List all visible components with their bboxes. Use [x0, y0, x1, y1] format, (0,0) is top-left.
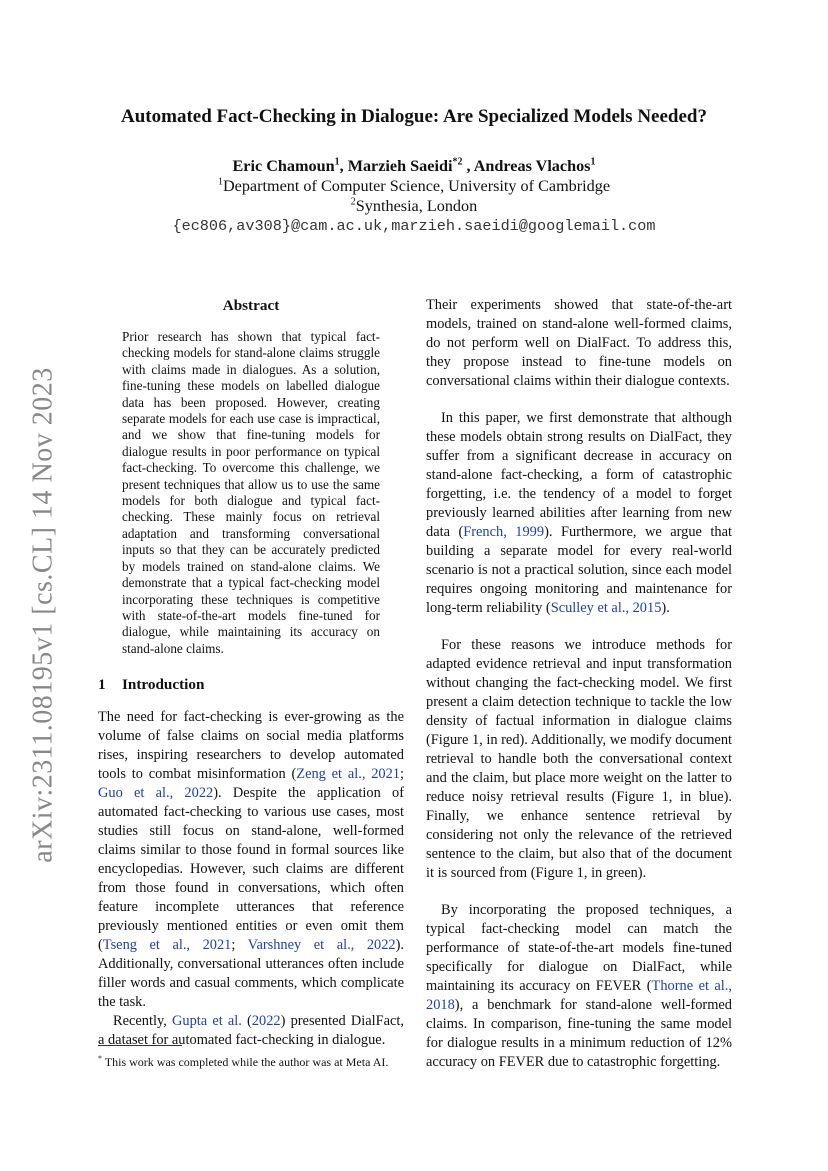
footnote	[98, 1045, 404, 1070]
author-affiliation-mark: *2	[452, 156, 463, 168]
section-number: 1	[98, 676, 106, 694]
right-column	[426, 296, 732, 1072]
author-name: Eric Chamoun	[232, 157, 335, 175]
footnote-body	[98, 1051, 404, 1070]
footnote-mark: *	[98, 1054, 102, 1063]
right-paragraph-3: For these reasons we introduce methods for adapted evidence retrieval and input transformation without changing the fact-checking model. We first present a claim detection technique to tackle the low density of factual information in dialogue claims (Figure 1, in red). Additionally, we modify document retrieval to handle both the conversational context and the claim, but place more weight on the latter to reduce noisy retrieval results (Figure 1, in blue). Finally, we enhance sentence retrieval by considering not only the relevance of the retrieved sentence to the claim, but also that of the document it is sourced from (Figure 1, in green).	[426, 637, 733, 881]
abstract-text: Prior research has shown that typical fact-checking models for stand-alone claims struggle with claims made in dialogues. As a solution, fine-tuning these models on labelled dialogue data has been proposed. However, creating separate models for each use case is impractical, and we show that fine-tuning models for dialogue results in poor performance on typical fact-checking. To overcome this challenge, we present techniques that allow us to use the same models for both dialogue and typical fact-checking. These mainly focus on retrieval adaptation and transforming conversational inputs so that they can be accurately predicted by models trained on stand-alone claims. We demonstrate that a typical fact-checking model incorporating these techniques is competitive with state-of-the-art models fine-tuned for dialogue, while maintaining its accuracy on stand-alone claims.	[122, 329, 380, 656]
author-affiliation-mark: 1	[334, 156, 340, 168]
right-paragraph-2	[426, 409, 732, 618]
arxiv-identifier-stamp	[14, 360, 74, 870]
text-run: (	[241, 1013, 252, 1030]
footnote-rule	[98, 1045, 182, 1046]
author-affiliation-mark: 1	[590, 156, 596, 168]
citation-link[interactable]: Thorne et al., 2018	[426, 978, 732, 1013]
citation-link[interactable]: Zeng et al., 2021	[296, 766, 400, 783]
text-run: ;	[400, 766, 404, 783]
text-run: ), a benchmark for stand-alone well-formed claims. In comparison, fine-tuning the same model for dialogue results in a minimum reduction of 12% accuracy on FEVER due to catastrophic forgetting.	[426, 997, 732, 1070]
affiliation-2	[80, 196, 748, 216]
author-separator: ,	[339, 157, 348, 175]
text-run: By incorporating the proposed techniques, a typical fact-checking model can match the performance of state-of-the-art models fine-tuned specifically for dialogue on DialFact, while maintaining its accuracy on FEVER (	[426, 902, 732, 994]
text-run: ;	[231, 937, 248, 954]
citation-link[interactable]: 2022	[251, 1013, 281, 1030]
affiliation-mark: 2	[350, 196, 356, 208]
citation-link[interactable]: Tseng et al., 2021	[102, 937, 232, 954]
author-name: Marzieh Saeidi	[347, 157, 453, 175]
text-run: ) presented DialFact, a dataset for automated fact-checking in dialogue.	[98, 1013, 405, 1049]
author-emails: {ec806,av308}@cam.ac.uk,marzieh.saeidi@googlemail.com	[172, 217, 656, 235]
affiliation-text: Department of Computer Science, University of Cambridge	[222, 177, 611, 195]
text-run: In this paper, we first demonstrate that although these models obtain strong results on DialFact, they suffer from a significant decrease in accuracy on stand-alone fact-checking, a form of catastrophic forgetting, i.e. the tendency of a model to forget previously learned abilities after learning from new data (	[426, 410, 732, 540]
citation-link[interactable]: Guo et al., 2022	[98, 785, 214, 802]
text-run: The need for fact-checking is ever-growing as the volume of false claims on social media platforms rises, inspiring researchers to develop automated tools to combat misinformation (	[98, 709, 404, 783]
paper-title: Automated Fact-Checking in Dialogue: Are Specialized Models Needed?	[121, 106, 707, 127]
section-title: Introduction	[122, 676, 205, 694]
paragraph-gap	[426, 618, 732, 636]
text-run: ). Furthermore, we argue that building a separate model for every real-world scenario is not a practical solution, since each model requires ongoing monitoring and maintenance for long-term reliability (	[426, 524, 732, 616]
author-name: Andreas Vlachos	[473, 157, 591, 175]
arxiv-identifier-text: arXiv:2311.08195v1 [cs.CL] 14 Nov 2023	[28, 367, 59, 863]
author-names	[80, 156, 748, 176]
text-run: ). Additionally, conversational utterances often include filler words and casual comments, which complicate the task.	[98, 937, 404, 1011]
paragraph-gap	[426, 391, 732, 409]
affiliation-mark: 1	[217, 176, 223, 188]
affiliation-text: Synthesia, London	[355, 197, 478, 215]
text-run: Recently,	[113, 1013, 172, 1030]
text-run: ). Despite the application of automated fact-checking to various use cases, most studies still focus on stand-alone, well-formed claims similar to those found in formal sources like encyclopedias. However, such claims are different from those found in conversations, which often feature incomplete utterances that reference previously mentioned entities or even omit them (	[98, 785, 404, 954]
author-separator: ,	[462, 157, 474, 175]
text-run: ).	[661, 600, 670, 616]
citation-link[interactable]: Gupta et al.	[171, 1013, 242, 1030]
left-column	[98, 296, 404, 1050]
section-heading-introduction	[98, 675, 404, 694]
abstract-body	[98, 329, 404, 657]
citation-link[interactable]: Sculley et al., 2015	[550, 600, 662, 616]
author-block	[80, 156, 748, 236]
paragraph-gap	[426, 883, 732, 901]
right-paragraph-4	[426, 901, 732, 1072]
affiliation-1	[80, 176, 748, 196]
abstract-heading: Abstract	[222, 297, 280, 314]
intro-paragraph-1	[98, 708, 404, 1012]
citation-link[interactable]: Varshney et al., 2022	[247, 937, 396, 954]
right-paragraph-1: Their experiments showed that state-of-the-art models, trained on stand-alone well-formed claims, do not perform well on DialFact. To address this, they propose instead to fine-tune models on conversational claims within their dialogue contexts.	[426, 297, 732, 389]
footnote-text: This work was completed while the author was at Meta AI.	[104, 1055, 389, 1069]
citation-link[interactable]: French, 1999	[463, 524, 545, 540]
